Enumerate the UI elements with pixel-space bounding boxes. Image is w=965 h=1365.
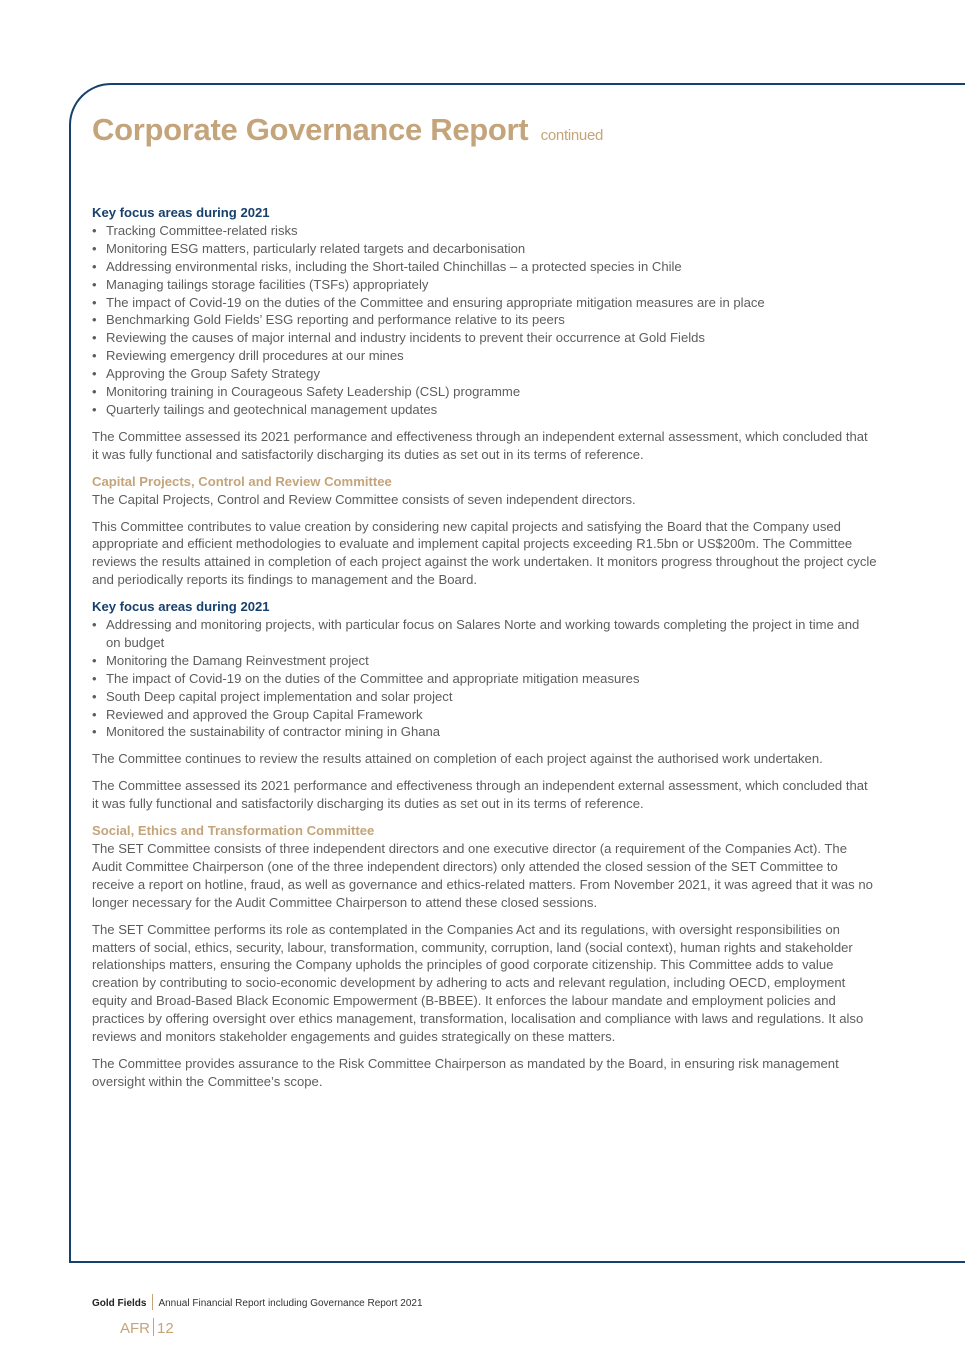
main-content <box>92 204 877 1100</box>
paragraph: The Committee provides assurance to the Risk Committee Chairperson as mandated by the Board, in ensuring risk management oversight within the Committee’s scope. <box>92 1055 839 1089</box>
bullet-icon: • <box>92 706 97 722</box>
section-heading: Key focus areas during 2021 <box>92 599 270 615</box>
bullet-icon: • <box>92 294 97 310</box>
page-section-label: AFR <box>120 1320 150 1337</box>
bullet-icon: • <box>92 401 97 417</box>
bullet-icon: • <box>92 724 97 740</box>
list-item: • Quarterly tailings and geotechnical management updates <box>92 401 438 417</box>
bullet-icon: • <box>92 366 97 382</box>
bullet-icon: • <box>92 258 97 274</box>
list-item: • Monitoring ESG matters, particularly related targets and decarbonisation <box>92 240 526 256</box>
bullet-icon: • <box>92 652 97 668</box>
list-item: • Monitored the sustainability of contractor mining in Ghana <box>92 724 441 740</box>
bullet-icon: • <box>92 222 97 238</box>
page-title-text: Corporate Governance Report <box>92 112 529 147</box>
paragraph: This Committee contributes to value creation by considering new capital projects and satisfying the Board that the Company used appropriate and efficient methodologies to evaluate and implement capital projects exceeding R1.5bn or US$200m. The Committee reviews the results attained in completion of each project against the work undertaken. It monitors progress throughout the project cycle and periodically reports its findings to management and the Board. <box>92 518 877 588</box>
continued-label: continued <box>540 127 604 144</box>
paragraph: The Committee assessed its 2021 performance and effectiveness through an independent external assessment, which concluded that it was fully functional and satisfactorily discharging its duties as set out in its terms of reference. <box>92 778 868 812</box>
list-item: • Benchmarking Gold Fields’ ESG reporting and performance relative to its peers <box>92 312 565 328</box>
list-item: • Tracking Committee-related risks <box>92 222 298 238</box>
bullet-icon: • <box>92 348 97 364</box>
bullet-icon: • <box>92 240 97 256</box>
paragraph: The Committee continues to review the results attained on completion of each project against the authorised work undertaken. <box>92 751 823 767</box>
bullet-icon: • <box>92 384 97 400</box>
footer-report-title: Annual Financial Report including Governance Report 2021 <box>158 1298 423 1309</box>
list-item: • Monitoring the Damang Reinvestment project <box>92 652 369 668</box>
bullet-list <box>92 222 877 419</box>
list-item: • South Deep capital project implementation and solar project <box>92 688 453 704</box>
paragraph: The SET Committee consists of three independent directors and one executive director (a requirement of the Companies Act). The Audit Committee Chairperson (one of the three independent directors) only attended the closed session of the SET Committee to receive a report on hotline, fraud, as well as governance and ethics-related matters. From November 2021, it was agreed that it was no longer necessary for the Audit Committee Chairperson to attend these closed sessions. <box>92 841 873 910</box>
list-item: • Managing tailings storage facilities (TSFs) appropriately <box>92 276 429 292</box>
bullet-icon: • <box>92 688 97 704</box>
bullet-icon: • <box>92 312 97 328</box>
list-item: • Addressing environmental risks, including the Short-tailed Chinchillas – a protected species in Chile <box>92 258 682 274</box>
bullet-icon: • <box>92 670 97 686</box>
list-item: • Approving the Group Safety Strategy <box>92 366 320 382</box>
page-number-value: 12 <box>157 1320 174 1337</box>
page-number-divider <box>153 1318 154 1336</box>
list-item: • Reviewing the causes of major internal and industry incidents to prevent their occurrence at Gold Fields <box>92 330 705 346</box>
list-item: • Reviewed and approved the Group Capital Framework <box>92 706 423 722</box>
paragraph: The Capital Projects, Control and Review Committee consists of seven independent directors. <box>92 491 636 507</box>
bullet-icon: • <box>92 330 97 346</box>
section-heading: Social, Ethics and Transformation Committee <box>92 823 375 839</box>
list-item: • The impact of Covid-19 on the duties of the Committee and appropriate mitigation measures <box>92 670 640 686</box>
paragraph: The SET Committee performs its role as contemplated in the Companies Act and its regulations, with oversight responsibilities on matters of social, ethics, security, labour, transformation, community, corruption, land (social context), human rights and stakeholder relationships matters, ensuring the Company upholds the principles of good corporate citizenship. This Committee adds to value creation by contributing to socio-economic development by adhering to acts and relevant regulation, including OECD, employment equity and Broad-Based Black Economic Empowerment (B-BBEE). It enforces the labour mandate and employment policies and practices by offering oversight over ethics management, transformation, localisation and compliance with laws and regulations. It also reviews and monitors stakeholder engagements and guides strategically on these matters. <box>92 921 864 1045</box>
footer <box>92 1294 423 1310</box>
section-heading: Capital Projects, Control and Review Committee <box>92 473 392 489</box>
bullet-list <box>92 616 877 741</box>
list-item: • Reviewing emergency drill procedures at our mines <box>92 348 404 364</box>
section-heading: Key focus areas during 2021 <box>92 205 270 220</box>
list-item: • Monitoring training in Courageous Safety Leadership (CSL) programme <box>92 384 521 400</box>
list-item: • The impact of Covid-19 on the duties of the Committee and ensuring appropriate mitigation measures are in place <box>92 294 765 310</box>
list-item: • Addressing and monitoring projects, with particular focus on Salares Norte and working towards completing the project in time and on budget <box>92 617 860 650</box>
page-title <box>92 112 603 148</box>
page-number <box>120 1318 174 1337</box>
paragraph: The Committee assessed its 2021 performance and effectiveness through an independent external assessment, which concluded that it was fully functional and satisfactorily discharging its duties as set out in its terms of reference. <box>92 428 868 462</box>
footer-divider <box>152 1294 153 1310</box>
bullet-icon: • <box>92 276 97 292</box>
footer-brand: Gold Fields <box>92 1298 147 1309</box>
bullet-icon: • <box>92 617 97 633</box>
